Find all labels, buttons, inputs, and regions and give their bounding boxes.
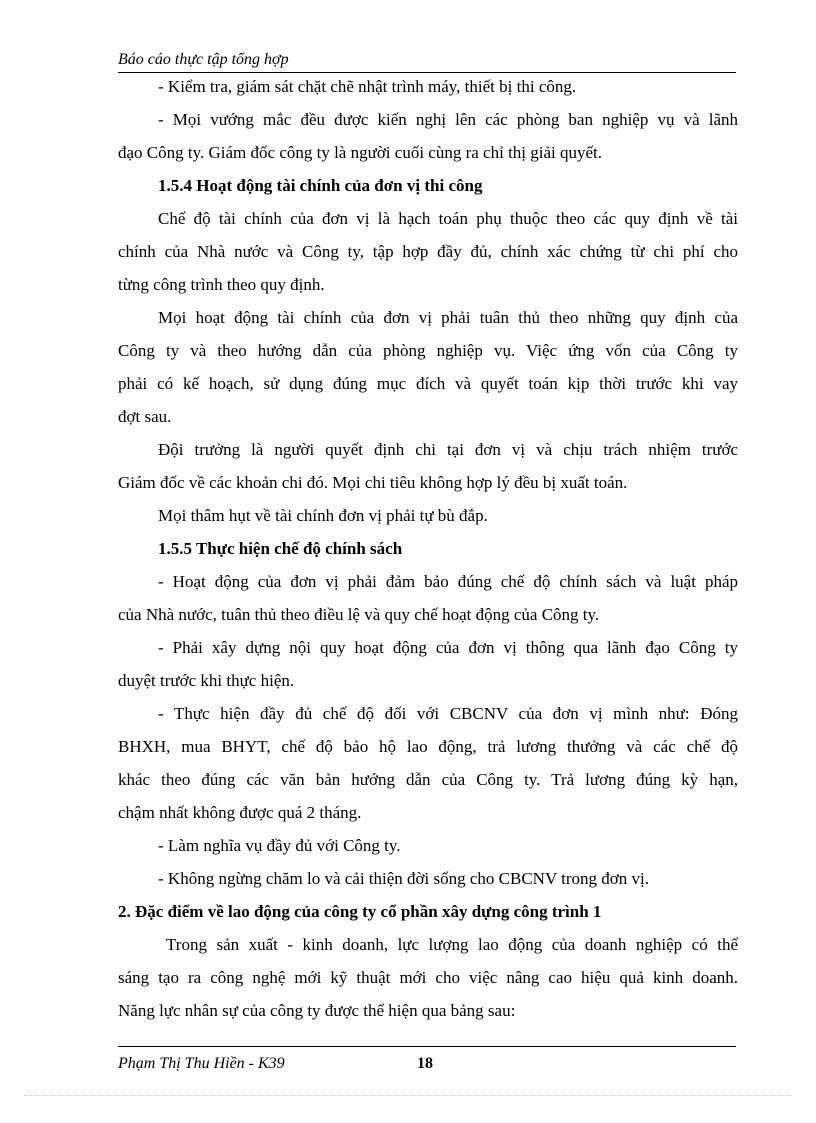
body-line: - Không ngừng chăm lo và cải thiện đời sống cho CBCNV trong đơn vị. [158,869,650,888]
body-line: duyệt trước khi thực hiện. [118,671,295,690]
body-line: phải có kế hoạch, sử dụng đúng mục đích và quyết toán kịp thời trước khi vay [118,374,738,393]
body-line: Mọi hoạt động tài chính của đơn vị phải tuân thủ theo những quy định của [158,308,738,327]
body-line: Công ty và theo hướng dẫn của phòng nghiệp vụ. Việc ứng vốn của Công ty [118,341,738,360]
section-heading-1-5-5: 1.5.5 Thực hiện chế độ chính sách [158,539,403,558]
body-line: của Nhà nước, tuân thủ theo điều lệ và quy chế hoạt động của Công ty. [118,605,600,624]
body-line: sáng tạo ra công nghệ mới kỹ thuật mới cho việc nâng cao hiệu quả kinh doanh. [118,968,738,987]
page-bottom-dotted-edge [24,1095,792,1096]
body-line: Giám đốc về các khoản chi đó. Mọi chi tiêu không hợp lý đều bị xuất toán. [118,473,628,492]
body-line: đạo Công ty. Giám đốc công ty là người cuối cùng ra chỉ thị giải quyết. [118,143,603,162]
body-line: - Kiểm tra, giám sát chặt chẽ nhật trình máy, thiết bị thi công. [158,77,577,96]
body-line: Mọi thâm hụt về tài chính đơn vị phải tự bù đắp. [158,506,488,525]
footer-divider [118,1046,736,1047]
body-line: - Thực hiện đầy đủ chế độ đối với CBCNV của đơn vị mình như: Đóng [158,704,738,723]
body-line: Đội trưởng là người quyết định chi tại đơn vị và chịu trách nhiệm trước [158,440,738,459]
body-line: - Phải xây dựng nội quy hoạt động của đơn vị thông qua lãnh đạo Công ty [158,638,738,657]
body-line: - Hoạt động của đơn vị phải đảm bảo đúng chế độ chính sách và luật pháp [158,572,738,591]
body-line: chậm nhất không được quá 2 tháng. [118,803,362,822]
header-title: Báo cáo thực tập tổng hợp [118,51,289,68]
section-heading-1-5-4: 1.5.4 Hoạt động tài chính của đơn vị thi công [158,176,483,195]
body-line: chính của Nhà nước và Công ty, tập hợp đầy đủ, chính xác chứng từ chi phí cho [118,242,738,261]
page-header [118,50,736,73]
body-line: BHXH, mua BHYT, chế độ bảo hộ lao động, trả lương thưởng và các chế độ [118,737,738,756]
body-line: đợt sau. [118,407,172,426]
body-line: Năng lực nhân sự của công ty được thể hiện qua bảng sau: [118,1001,516,1020]
body-line: Trong sản xuất - kinh doanh, lực lượng lao động của doanh nghiệp có thể [166,935,738,954]
footer-author: Phạm Thị Thu Hiền - K39 [118,1055,285,1072]
body-line: Chế độ tài chính của đơn vị là hạch toán phụ thuộc theo các quy định về tài [158,209,738,228]
section-heading-2: 2. Đặc điểm về lao động của công ty cổ phần xây dựng công trình 1 [118,902,602,921]
body-line: từng công trình theo quy định. [118,275,325,294]
body-line: - Làm nghĩa vụ đầy đủ với Công ty. [158,836,401,855]
page-number: 18 [417,1055,433,1072]
body-line: khác theo đúng các văn bản hướng dẫn của Công ty. Trả lương đúng kỳ hạn, [118,770,738,789]
body-line: - Mọi vướng mắc đều được kiến nghị lên các phòng ban nghiệp vụ và lãnh [158,110,738,129]
